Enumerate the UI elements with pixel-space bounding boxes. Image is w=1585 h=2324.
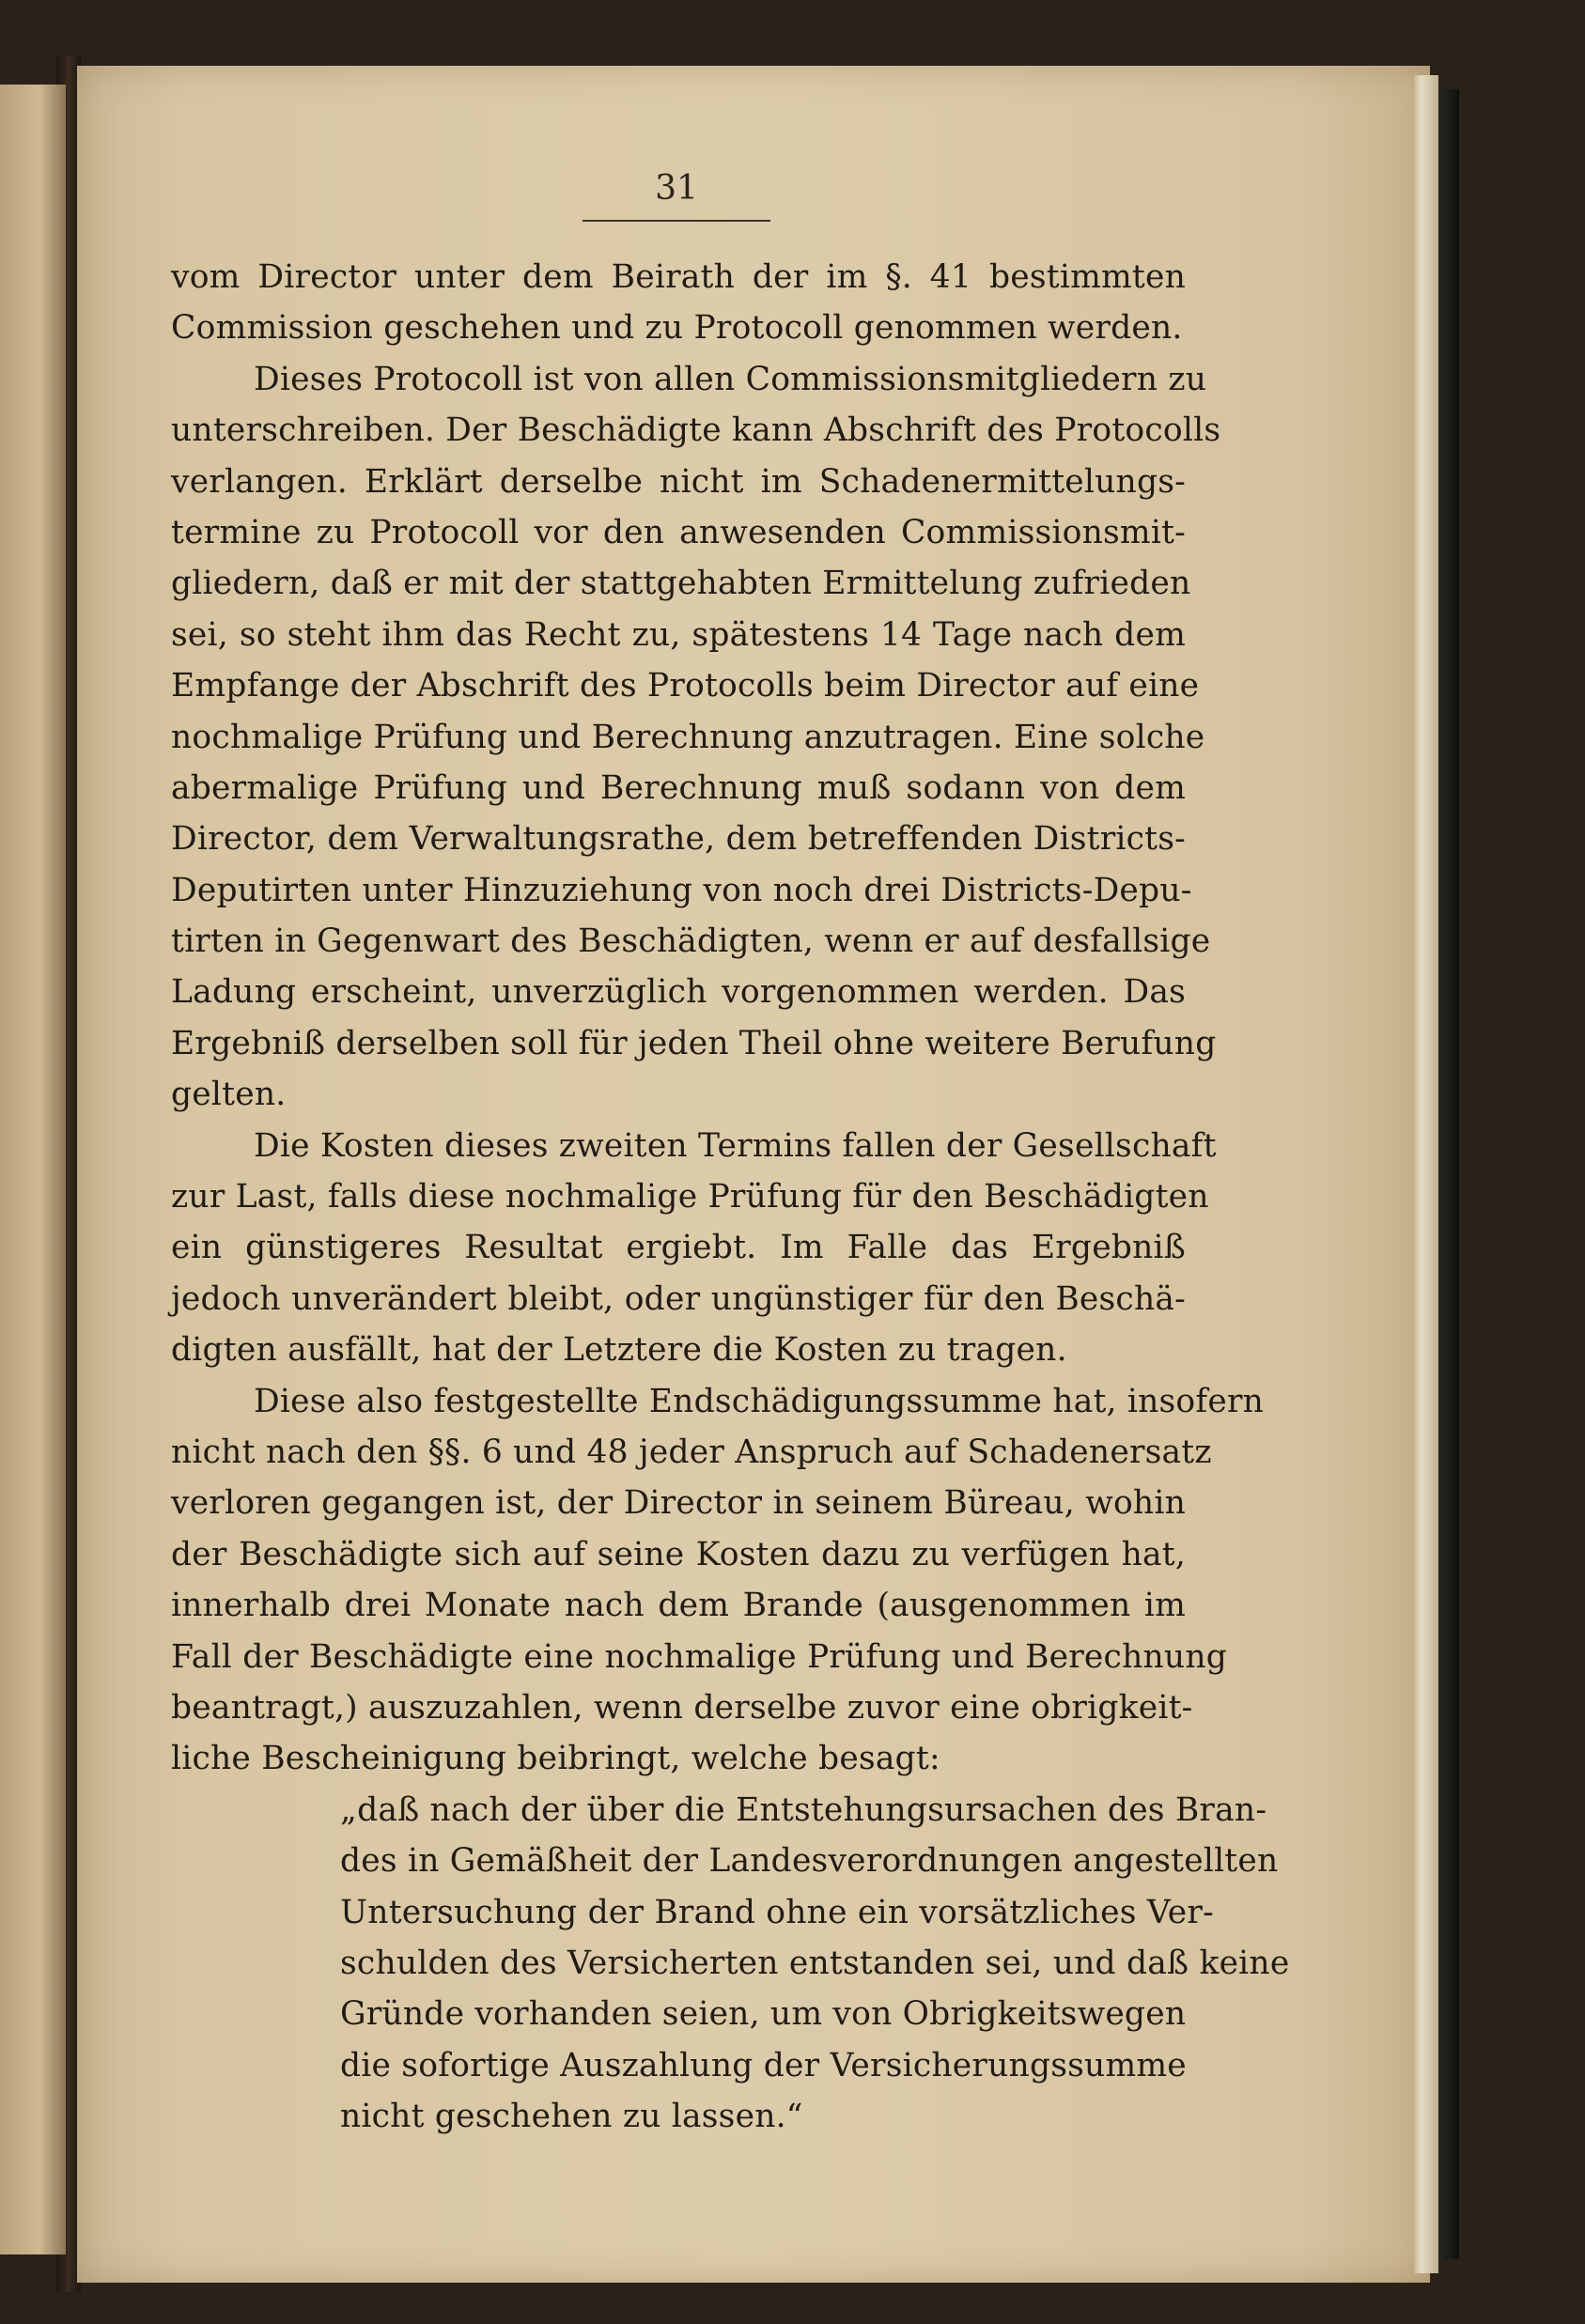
quoted-certificate [171,1785,1290,2143]
text-line: unterschreiben. Der Beschädigte kann Abschrift des Protocolls [171,411,1221,450]
text-line: abermalige Prüfung und Berechnung muß sodann von dem [171,768,1186,807]
text-line: verlangen. Erklärt derselbe nicht im Schadenermittelungs- [171,462,1186,501]
page-number: 31 [655,169,698,208]
text-line: vom Director unter dem Beirath der im §. 41 bestimmten [171,258,1186,296]
text-line: Empfange der Abschrift des Protocolls beim Director auf eine [171,667,1200,705]
text-line: Fall der Beschädigte eine nochmalige Prüfung und Berechnung [171,1637,1228,1676]
text-line: Director, dem Verwaltungsrathe, dem betreffenden Districts- [171,820,1186,859]
text-line: tirten in Gegenwart des Beschädigten, wenn er auf desfallsige [171,922,1211,961]
text-line: digten ausfällt, hat der Letztere die Kosten zu tragen. [171,1331,1067,1370]
text-line: nochmalige Prüfung und Berechnung anzutragen. Eine solche [171,718,1205,756]
text-line: verloren gegangen ist, der Director in seinem Büreau, wohin [171,1484,1186,1523]
text-line: Dieses Protocoll ist von allen Commissionsmitgliedern zu [254,360,1207,398]
left-page-edge [0,85,66,2254]
quote-line: schulden des Versicherten entstanden sei, und daß keine [340,1944,1290,1982]
text-line: gelten. [171,1076,287,1114]
text-line: der Beschädigte sich auf seine Kosten dazu zu verfügen hat, [171,1535,1186,1573]
text-line: liche Bescheinigung beibringt, welche besagt: [171,1740,940,1778]
quote-line: des in Gemäßheit der Landesverordnungen angestellten [340,1842,1279,1881]
text-line: Deputirten unter Hinzuziehung von noch drei Districts-Depu- [171,871,1192,909]
page-edge [1414,75,1438,2273]
text-line: Commission geschehen und zu Protocoll genommen werden. [171,309,1183,348]
page-number-rule [583,220,770,222]
text-line: nicht nach den §§. 6 und 48 jeder Anspruch auf Schadenersatz [171,1433,1212,1471]
text-line: beantragt,) auszuzahlen, wenn derselbe zuvor eine obrigkeit- [171,1688,1193,1727]
text-line: Diese also festgestellte Endschädigungssumme hat, insofern [254,1382,1265,1420]
page-text [171,252,1290,2142]
quote-line: Gründe vorhanden seien, um von Obrigkeitswegen [340,1995,1187,2034]
text-line: gliedern, daß er mit der stattgehabten Ermittelung zufrieden [171,565,1191,603]
text-line: sei, so steht ihm das Recht zu, spätestens 14 Tage nach dem [171,615,1186,654]
text-line: zur Last, falls diese nochmalige Prüfung für den Beschädigten [171,1178,1209,1216]
text-line: Die Kosten dieses zweiten Termins fallen der Gesellschaft [254,1126,1217,1165]
quote-line: die sofortige Auszahlung der Versicherungssumme [340,2046,1187,2084]
text-line: innerhalb drei Monate nach dem Brande (ausgenommen im [171,1587,1186,1625]
text-line: termine zu Protocoll vor den anwesenden Commissionsmit- [171,513,1186,551]
quote-line: „daß nach der über die Entstehungsursachen des Bran- [340,1790,1267,1829]
quote-line: Untersuchung der Brand ohne ein vorsätzliches Ver- [340,1893,1214,1931]
text-line: ein günstigeres Resultat ergiebt. Im Falle das Ergebniß [171,1229,1186,1267]
quote-line: nicht geschehen zu lassen.“ [340,2098,803,2136]
text-line: jedoch unverändert bleibt, oder ungünstiger für den Beschä- [171,1279,1186,1318]
text-line: Ergebniß derselben soll für jeden Theil ohne weitere Berufung [171,1024,1217,1062]
text-line: Ladung erscheint, unverzüglich vorgenommen werden. Das [171,973,1186,1012]
